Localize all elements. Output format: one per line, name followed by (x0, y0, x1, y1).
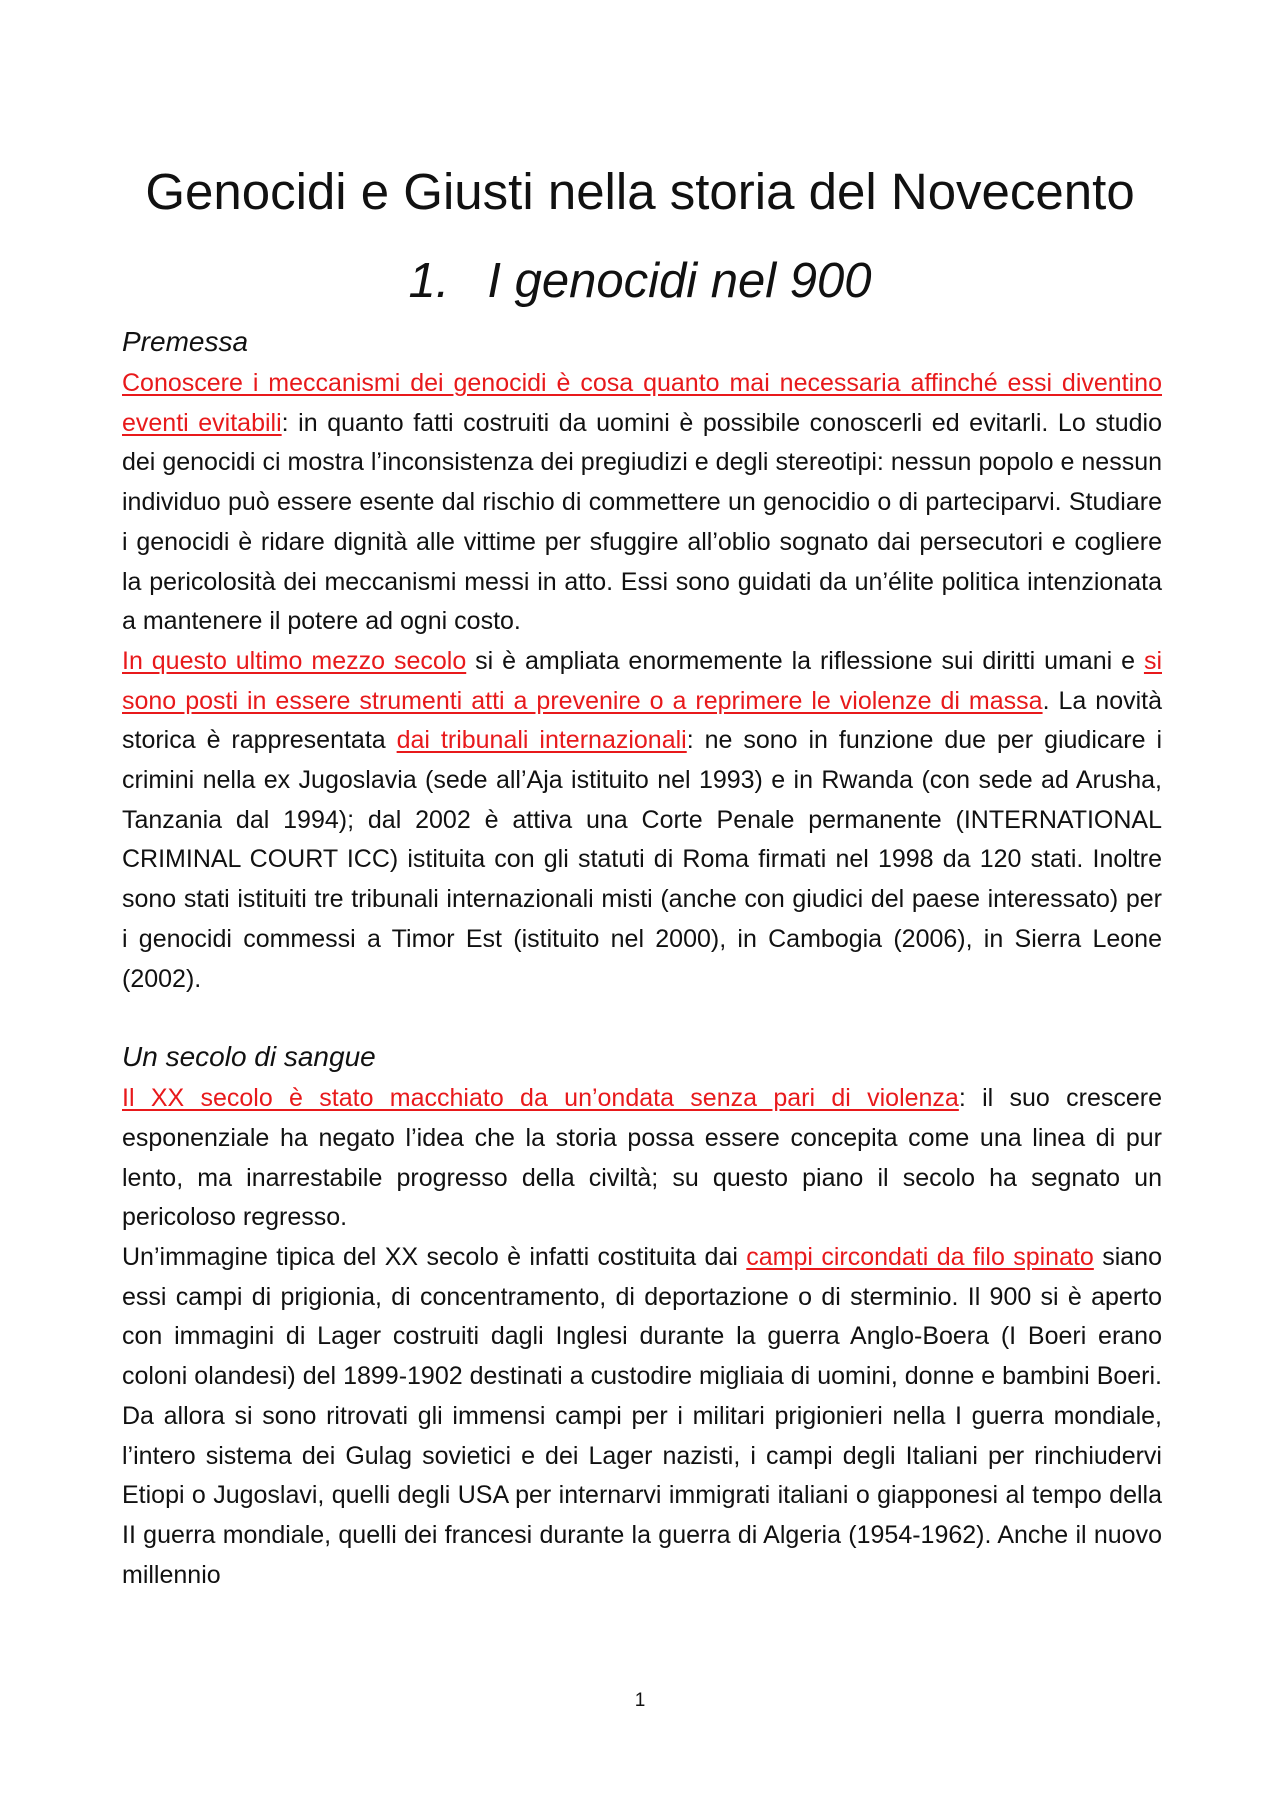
paragraph (122, 364, 1162, 642)
paragraph-text: siano essi campi di prigionia, di concentramento, di deportazione o di sterminio. Il 900 si è aperto con immagini di Lager costruiti dagli Inglesi durante la guerra Anglo-Boera (I Boeri erano coloni olandesi) del 1899-1902 destinati a custodire migliaia di uomini, donne e bambini Boeri. Da allora si sono ritrovati gli immensi campi per i militari prigionieri nella I guerra mondiale, l’intero sistema dei Gulag sovietici e dei Lager nazisti, i campi degli Italiani per rinchiudervi Etiopi o Jugoslavi, quelli degli USA per internarvi immigrati italiani o giapponesi al tempo della II guerra mondiale, quelli dei francesi durante la guerra di Algeria (1954-1962). Anche il nuovo millennio (122, 1243, 1162, 1589)
paragraph (122, 1238, 1162, 1595)
highlighted-text: Il XX secolo è stato macchiato da un’ondata senza pari di violenza (122, 1084, 959, 1113)
highlighted-text: Conoscere i meccanismi dei genocidi è cosa quanto mai necessaria affinché essi diventino eventi evitabili (122, 369, 1162, 437)
paragraph (122, 1079, 1162, 1238)
paragraph-text: si è ampliata enormemente la riflessione sui diritti umani e (466, 646, 1144, 675)
page-number: 1 (634, 1690, 646, 1711)
highlighted-text: dai tribunali internazionali (396, 726, 687, 755)
paragraph-text: : in quanto fatti costruiti da uomini è possibile conoscerli ed evitarli. Lo studio dei genocidi ci mostra l’inconsistenza dei pregiudizi e degli stereotipi: nessun popolo e nessun individuo può essere esente dal rischio di commettere un genocidio o di parteciparvi. Studiare i genocidi è ridare dignità alle vittime per sfuggire all’oblio sognato dai persecutori e cogliere la pericolosità dei meccanismi messi in atto. Essi sono guidati da un’élite politica intenzionata a mantenere il potere ad ogni costo. (122, 408, 1162, 636)
highlighted-text: si sono posti in essere strumenti atti a prevenire o a reprimere le violenze di massa (122, 646, 1162, 715)
highlighted-text: campi circondati da filo spinato (746, 1243, 1094, 1272)
document-body (122, 322, 1162, 1595)
section-heading-secolo-di-sangue: Un secolo di sangue (122, 1041, 376, 1073)
paragraph-text: : ne sono in funzione due per giudicare i crimini nella ex Jugoslavia (sede all’Aja istituito nel 1993) e in Rwanda (con sede ad Arusha, Tanzania dal 1994); dal 2002 è attiva una Corte Penale permanente (INTERNATIONAL CRIMINAL COURT ICC) istituita con gli statuti di Roma firmati nel 1998 da 120 stati. Inoltre sono stati istituiti tre tribunali internazionali misti (anche con giudici del paese interessato) per i genocidi commessi a Timor Est (istituito nel 2000), in Cambogia (2006), in Sierra Leone (2002). (122, 726, 1163, 993)
chapter-number: 1. (408, 254, 450, 308)
highlighted-text: In questo ultimo mezzo secolo (122, 646, 467, 675)
chapter-title-text: I genocidi nel 900 (487, 254, 872, 308)
paragraph-text: . La novità storica è rappresentata (122, 686, 1163, 755)
paragraph-text: Un’immagine tipica del XX secolo è infatti costituita dai (122, 1243, 747, 1272)
paragraph (122, 642, 1162, 999)
paragraph-spacer (122, 999, 1162, 1037)
section-heading-premessa: Premessa (122, 326, 249, 357)
document-title: Genocidi e Giusti nella storia del Novecento (145, 163, 1135, 220)
paragraph-text: : il suo crescere esponenziale ha negato l’idea che la storia possa essere concepita come una linea di pur lento, ma inarrestabile progresso della civiltà; su questo piano il secolo ha segnato un pericoloso regresso. (122, 1084, 1163, 1232)
chapter-title (0, 250, 1280, 312)
